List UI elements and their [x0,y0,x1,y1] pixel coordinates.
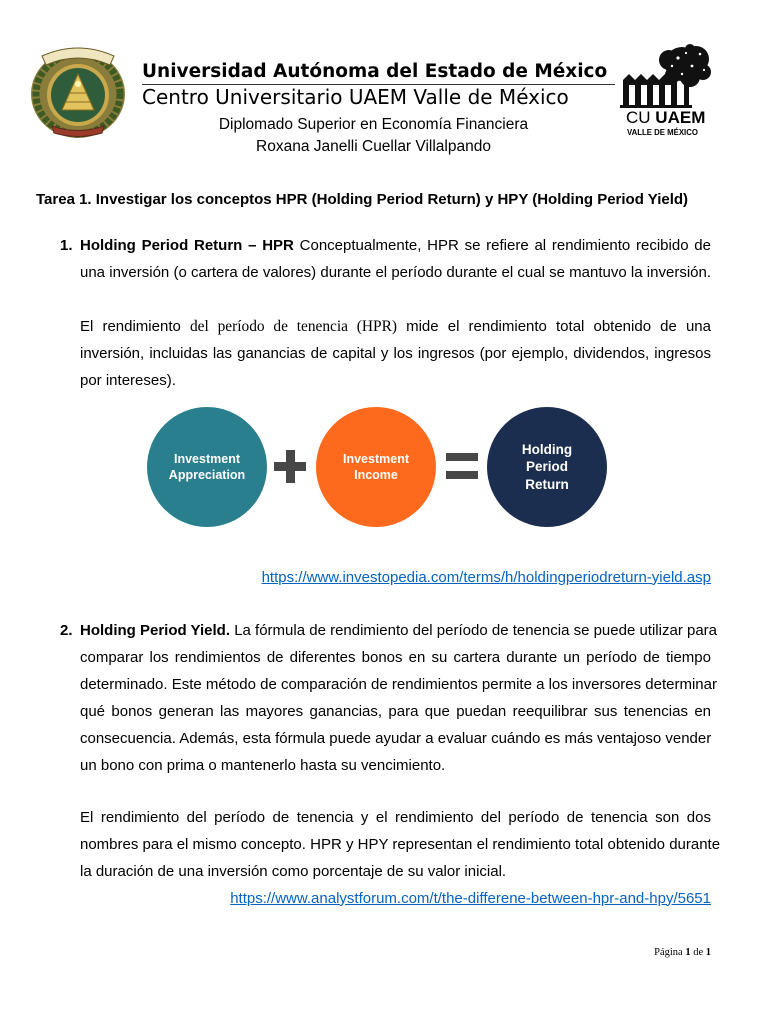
paragraph-line [80,617,717,644]
logo-uaem: UAEM [655,108,706,127]
source-link-container [80,885,711,912]
logo-wordmark [626,107,705,129]
investopedia-link[interactable]: https://www.investopedia.com/terms/h/holdingperiodreturn-yield.asp [261,568,711,586]
page-number [511,946,711,960]
defined-term: del período de tenencia (HPR) [189,317,397,335]
paragraph-line: qué bonos generan las mayores ganancias, para que puedan reequilibrar sus tenencias en [80,702,711,720]
hpr-definition [80,313,711,394]
equals-icon [446,453,478,479]
hpr-hpy-paragraph [80,804,721,885]
paragraph-line: una inversión (o cartera de valores) durante el período durante el cual se mantuvo la inversión. [80,263,711,281]
uaem-crest-icon [28,40,128,140]
paragraph-line: un bono con prima o mantenerlo hasta su vencimiento. [80,756,446,774]
paragraph-line: El rendimiento del período de tenencia y el rendimiento del período de tenencia son dos [80,808,711,826]
section-1 [60,232,711,286]
line-text: La fórmula de rendimiento del período de tenencia se puede utilizar para [234,621,717,639]
circle-label: Investment [174,452,240,466]
paragraph-line: nombres para el mismo concepto. HPR y HPY representan el rendimiento total obtenido durante [80,835,721,853]
section-2 [60,617,717,779]
line-text: Conceptualmente, HPR se refiere al rendimiento recibido de [299,236,711,254]
analystforum-link[interactable]: https://www.analystforum.com/t/the-differene-between-hpr-and-hpy/5651 [230,889,711,907]
page-of: de [693,947,704,958]
task-title: Tarea 1. Investigar los conceptos HPR (Holding Period Return) y HPY (Holding Period Yield) [36,191,689,208]
paragraph-line: por intereses). [80,371,176,389]
paragraph-line: consecuencia. Además, esta fórmula puede ayudar a evaluar cuándo es más ventajoso vender [80,729,712,747]
page-label: Página [654,947,683,958]
program-name: Diplomado Superior en Economía Financiera [218,116,529,133]
plus-icon [274,450,306,483]
author-name: Roxana Janelli Cuellar Villalpando [256,138,491,155]
paragraph-line: la duración de una inversión como porcentaje de su valor inicial. [80,862,507,880]
university-name: Universidad Autónoma del Estado de México [142,61,608,82]
source-link-container [80,564,711,591]
total-pages: 1 [705,947,711,958]
line-rest: mide el rendimiento total obtenido de una [406,317,711,335]
paragraph-line [80,313,711,340]
plus-bar-horizontal [274,462,306,471]
section-heading: Holding Period Return – HPR [80,236,294,254]
investment-appreciation-circle [147,407,267,527]
circle-label: Holding [521,441,573,457]
section-number: 1. [60,236,73,254]
circle-label: Investment [343,452,409,466]
circle-label: Income [354,468,398,482]
campus-name: Centro Universitario UAEM Valle de México [142,85,569,109]
holding-period-return-circle [487,407,607,527]
circle-label: Period [525,459,568,475]
page-header [0,0,768,160]
circle-label: Return [525,476,569,492]
equals-bar-bottom [446,471,478,479]
cu-uaem-logo [620,44,712,144]
investment-income-circle [316,407,436,527]
line-lead: El rendimiento [80,317,181,335]
equals-bar-top [446,453,478,461]
paragraph-line [80,232,711,259]
paragraph-line: determinado. Este método de comparación de rendimientos permite a los inversores determinar [80,675,717,693]
logo-subtitle: VALLE DE MÉXICO [627,128,698,137]
current-page: 1 [685,947,691,958]
section-heading: Holding Period Yield. [80,621,231,639]
circle-label: Appreciation [168,468,246,482]
paragraph-line: inversión, incluidas las ganancias de capital y los ingresos (por ejemplo, dividendos, ingresos [80,344,711,362]
section-number: 2. [60,621,73,639]
tree-building-icon [620,44,712,108]
logo-cu: CU [626,108,651,127]
paragraph-line: comparar los rendimientos de diferentes bonos en su cartera durante un período de tiempo [80,648,711,666]
